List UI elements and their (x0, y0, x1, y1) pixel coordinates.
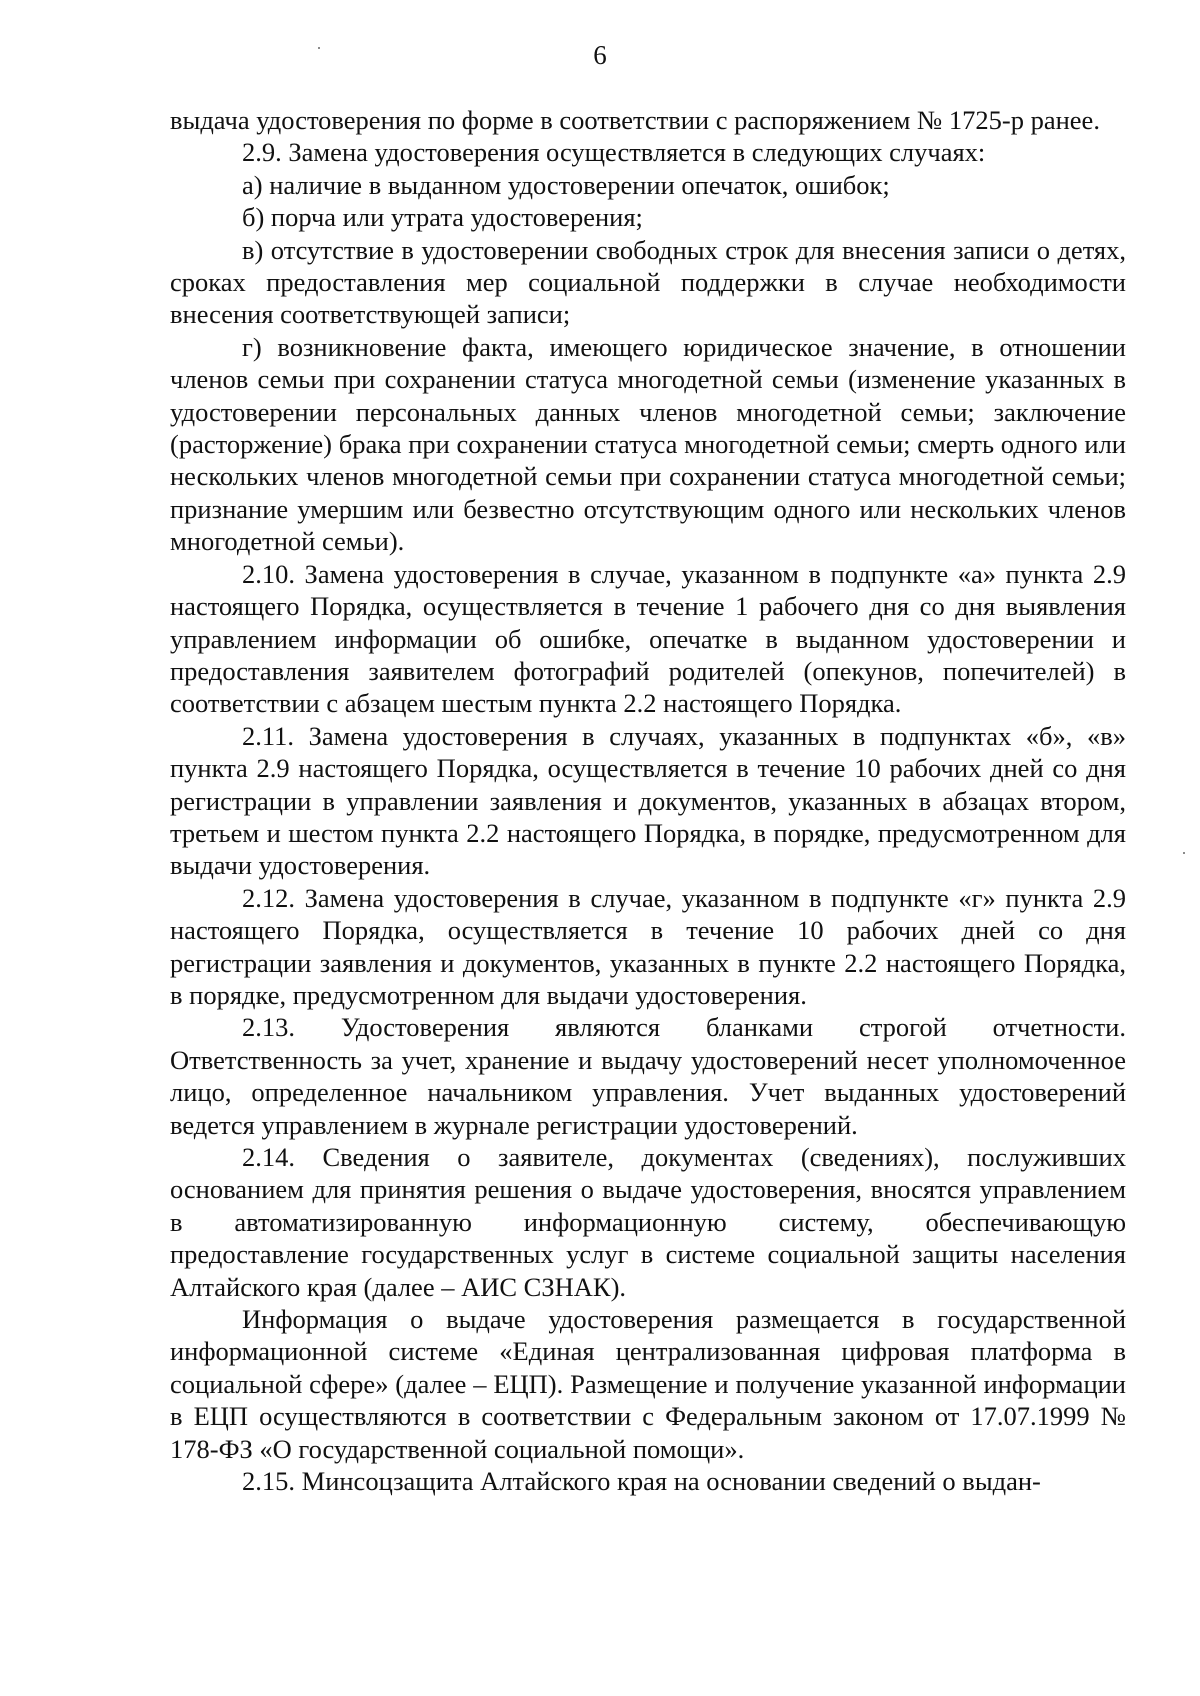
paragraph-2-13: 2.13. Удостоверения являются бланками строгой отчетности. Ответственность за учет, хранение и выдачу удостоверений несет уполномоченное лицо, определенное начальником управления. Учет выданных удостоверений ведется управлением в журнале регистрации удостоверений. (170, 1012, 1126, 1140)
subitem-a: а) наличие в выданном удостоверении опечаток, ошибок; (242, 169, 890, 200)
paragraph-2-12: 2.12. Замена удостоверения в случае, указанном в подпункте «г» пункта 2.9 настоящего Порядка, осуществляется в течение 10 рабочих дней со дня регистрации заявления и документов, указанных в пункте 2.2 настоящего Порядка, в порядке, предусмотренном для выдачи удостоверения. (170, 882, 1126, 1010)
scan-speck (318, 47, 320, 49)
paragraph-2-9: 2.9. Замена удостоверения осуществляется в следующих случаях: (242, 137, 986, 168)
subitem-b: б) порча или утрата удостоверения; (242, 202, 643, 233)
paragraph-continuation: выдача удостоверения по форме в соответствии с распоряжением № 1725-р ранее. (170, 105, 1100, 135)
document-body (170, 104, 1126, 1497)
paragraph-2-10: 2.10. Замена удостоверения в случае, указанном в подпункте «а» пункта 2.9 настоящего Порядка, осуществляется в течение 1 рабочего дня со дня выявления управлением информации об ошибке, опечатке в выданном удостоверении и предоставления заявителем фотографий родителей (опекунов, попечителей) в соответствии с абзацем шестым пункта 2.2 настоящего Порядка. (170, 558, 1126, 719)
page-number: 6 (593, 40, 607, 70)
paragraph-ecp-info: Информация о выдаче удостоверения размещается в государственной информационной системе «Единая централизованная цифровая платформа в социальной сфере» (далее – ЕЦП). Размещение и получение указанной информации в ЕЦП осуществляются в соответствии с Федеральным законом от 17.07.1999 № 178-ФЗ «О государственной социальной помощи». (170, 1304, 1126, 1464)
scan-speck (1183, 852, 1185, 854)
paragraph-2-14: 2.14. Сведения о заявителе, документах (сведениях), послуживших основанием для принятия решения о выдаче удостоверения, вносятся управлением в автоматизированную информационную систему, обеспечивающую предоставление государственных услуг в системе социальной защиты населения Алтайского края (далее – АИС СЗНАК). (170, 1142, 1126, 1302)
subitem-v: в) отсутствие в удостоверении свободных строк для внесения записи о детях, сроках предоставления мер социальной поддержки в случае необходимости внесения соответствующей записи; (170, 234, 1126, 330)
paragraph-2-15: 2.15. Минсоцзащита Алтайского края на основании сведений о выдан- (242, 1466, 1041, 1497)
subitem-g: г) возникновение факта, имеющего юридическое значение, в отношении членов семьи при сохранении статуса многодетной семьи (изменение указанных в удостоверении персональных данных членов многодетной семьи; заключение (расторжение) брака при сохранении статуса многодетной семьи; смерть одного или нескольких членов многодетной семьи при сохранении статуса многодетной семьи; признание умершим или безвестно отсутствующим одного или нескольких членов многодетной семьи). (170, 331, 1126, 557)
paragraph-2-11: 2.11. Замена удостоверения в случаях, указанных в подпунктах «б», «в» пункта 2.9 настоящего Порядка, осуществляется в течение 10 рабочих дней со дня регистрации в управлении заявления и документов, указанных в абзацах втором, третьем и шестом пункта 2.2 настоящего Порядка, в порядке, предусмотренном для выдачи удостоверения. (170, 720, 1126, 881)
